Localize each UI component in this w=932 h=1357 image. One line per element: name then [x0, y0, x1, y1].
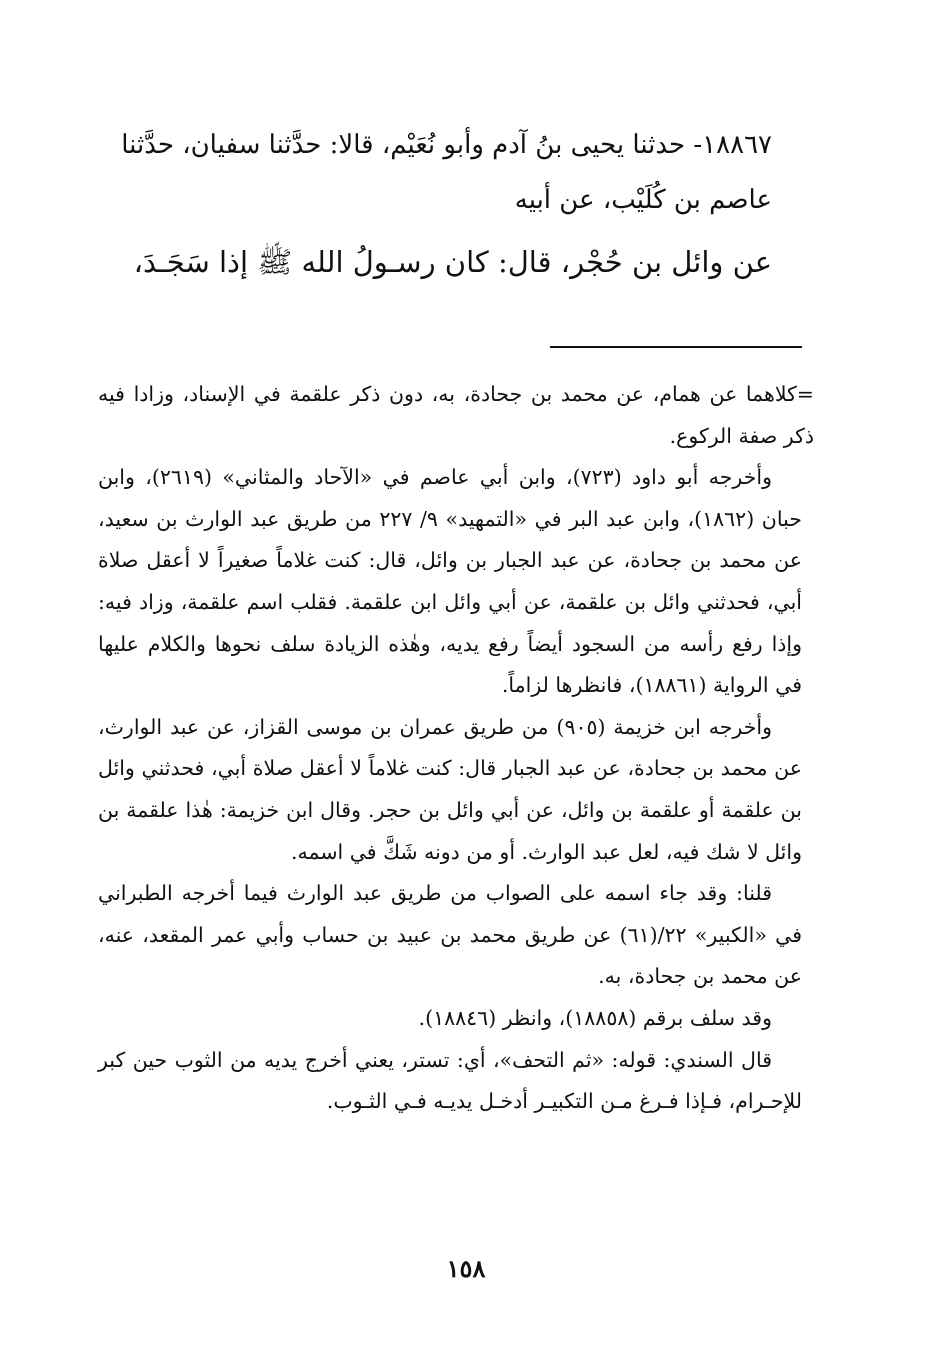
- hadith-isnad-line-1: ١٨٨٦٧- حدثنا يحيى بنُ آدم وأبو نُعَيْم، قالا: حدَّثنا سفيان، حدَّثنا: [121, 130, 772, 160]
- footnote-paragraph: قلنا: وقد جاء اسمه على الصواب من طريق عبد الوارث فيما أخرجه الطبراني في «الكبير» ٢٢/(٦١) عن طريق محمد بن عبيد بن حساب وأبي عمر المقعد، عنه، عن محمد بن جحادة، به.: [98, 881, 803, 989]
- footnote-paragraph: وأخرجه ابن خزيمة (٩٠٥) من طريق عمران بن موسى القزاز، عن عبد الوارث، عن محمد بن جحادة، عن عبد الجبار قال: كنت غلاماً لا أعقل صلاة أبي، فحدثني وائل بن علقمة أو علقمة بن وائل، عن أبي وائل بن حجر. وقال ابن خزيمة: هٰذا علقمة بن وائل لا شك فيه، لعل عبد الوارث. أو من دونه شَكَّ في اسمه.: [98, 714, 802, 864]
- footnote-paragraph: قال السندي: قوله: «ثم التحف»، أي: تستر، يعني أخرج يديه من الثوب حين كبر للإحـرام، فـإذا فـرغ مـن التكبيـر أدخـل يديـه فـي الثـوب.: [98, 1047, 802, 1114]
- footnotes: [98, 374, 814, 1123]
- footnote-separator: [550, 346, 802, 348]
- hadith-isnad-line-2: عاصم بن كُلَيْب، عن أبيه: [514, 185, 772, 215]
- hadith-main-text: [100, 118, 772, 294]
- page-number: ١٥٨: [446, 1254, 486, 1283]
- footnote-paragraph: وأخرجه أبو داود (٧٢٣)، وابن أبي عاصم في «الآحاد والمثاني» (٢٦١٩)، وابن حبان (١٨٦٢)، وابن عبد البر في «التمهيد» ٩/ ٢٢٧ من طريق عبد الوارث بن سعيد، عن محمد بن جحادة، عن عبد الجبار بن وائل، قال: كنت غلاماً صغيراً لا أعقل صلاة أبي، فحدثني وائل بن علقمة، عن أبي وائل ابن علقمة. فقلب اسم علقمة، وزاد فيه: وإذا رفع رأسه من السجود أيضاً رفع يديه، وهٰذه الزيادة سلف نحوها والكلام عليها في الرواية (١٨٨٦١)، فانظرها لزاماً.: [98, 465, 802, 698]
- hadith-matn-line: عن وائل بن حُجْر، قال: كان رسـولُ الله ﷺ إذا سَجَـدَ،: [133, 245, 772, 279]
- footnote-paragraph: =كلاهما عن همام، عن محمد بن جحادة، به، دون ذكر علقمة في الإسناد، وزادا فيه ذكر صفة الركوع.: [98, 382, 814, 448]
- footnote-paragraph: وقد سلف برقم (١٨٨٥٨)، وانظر (١٨٨٤٦).: [418, 1005, 772, 1030]
